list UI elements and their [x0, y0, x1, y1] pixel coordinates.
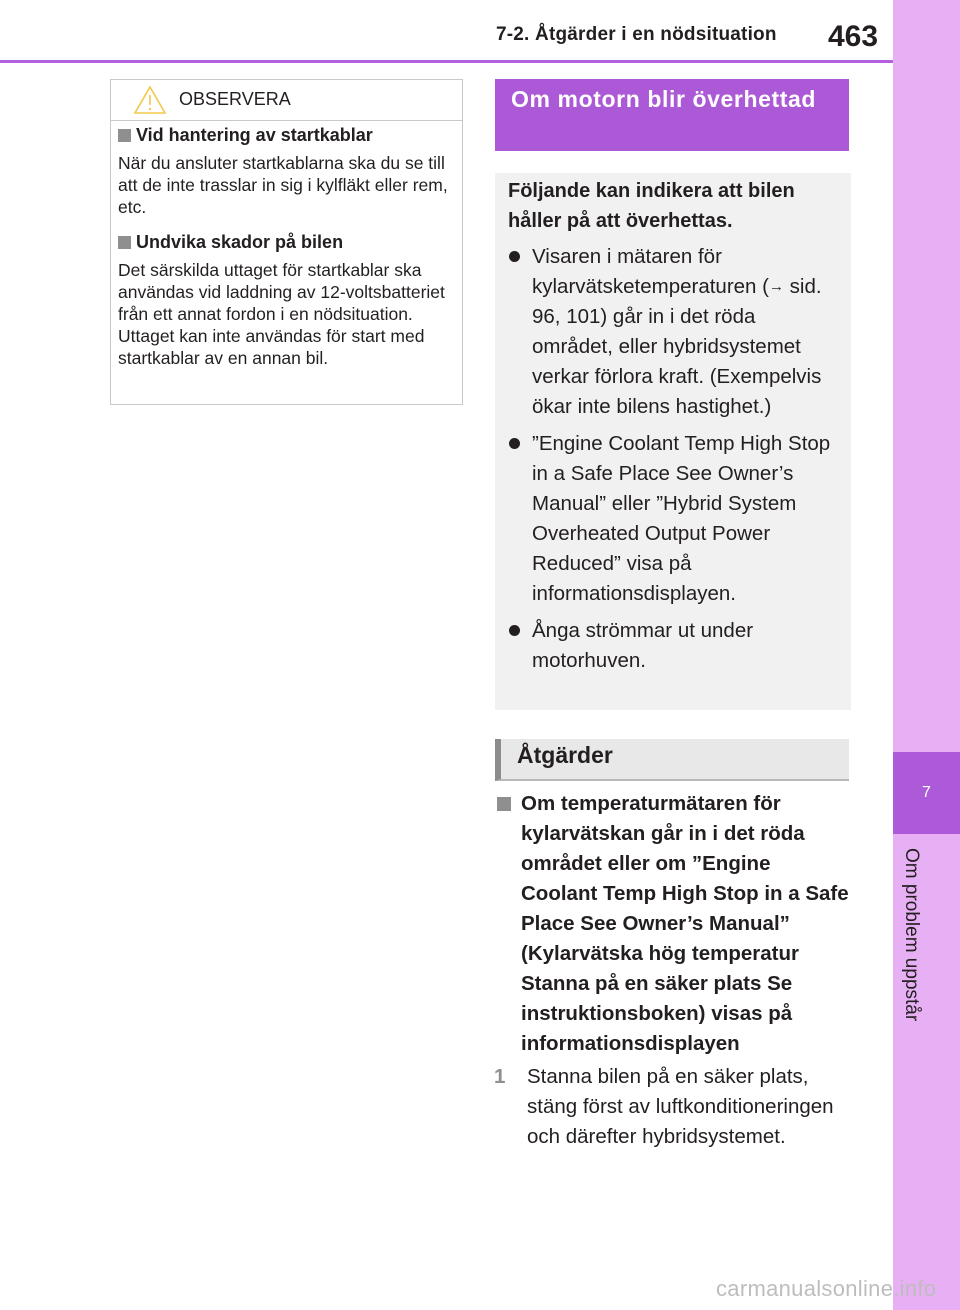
- list-item: [508, 242, 837, 422]
- bullet-text: ”Engine Coolant Temp High Stop in a Safe Place See Owner’s Manual” eller ”Hybrid System Overheated Output Power Reduced” visa på informationsdisplayen.: [532, 432, 831, 605]
- bullet-text-part: Visaren i mätaren för kylarvätsketemperaturen (: [532, 245, 769, 298]
- list-item: [508, 616, 837, 676]
- header-rule: [0, 60, 893, 63]
- caution-header: [111, 80, 462, 121]
- caution-text-jumper-cables: När du ansluter startkablarna ska du se till att de inte trasslar in sig i kylfläkt eller rem, etc.: [118, 153, 448, 217]
- caution-heading-avoid-damage: [118, 232, 455, 253]
- step-text: Stanna bilen på en säker plats, stäng först av luftkonditioneringen och därefter hybridsystemet.: [527, 1065, 834, 1148]
- caution-box: [110, 79, 463, 405]
- measures-header: Åtgärder: [495, 739, 849, 781]
- warning-triangle-icon: [133, 85, 167, 115]
- chapter-number: 7: [893, 752, 960, 834]
- measures-subheading: [497, 789, 849, 1059]
- square-bullet-icon: [497, 797, 511, 811]
- chapter-title: Om problem uppstår: [901, 848, 922, 1022]
- bullet-dot-icon: [509, 438, 520, 449]
- overheat-banner: Om motorn blir överhettad: [495, 79, 849, 151]
- bullet-dot-icon: [509, 251, 520, 262]
- page-reference-arrow-icon: →: [768, 278, 784, 295]
- caution-text-avoid-damage: Det särskilda uttaget för startkablar ska användas vid laddning av 12-voltsbatteriet från ett annat fordon i en nödsituation. Uttaget kan inte användas för start med startkablar av en annan bil.: [118, 260, 445, 368]
- caution-heading-text: Undvika skador på bilen: [136, 232, 344, 252]
- overheat-info-box: [495, 173, 851, 710]
- caution-heading-text: Vid hantering av startkablar: [136, 125, 373, 145]
- list-item: [508, 429, 837, 609]
- bullet-text: Ånga strömmar ut under motorhuven.: [532, 619, 754, 672]
- caution-label: OBSERVERA: [179, 89, 291, 109]
- step-number: 1: [494, 1065, 506, 1088]
- page-number: 463: [828, 20, 879, 53]
- section-title: 7-2. Åtgärder i en nödsituation: [496, 24, 777, 45]
- caution-body: [111, 121, 462, 369]
- step-item: [494, 1062, 850, 1152]
- chapter-side-tab: [893, 0, 960, 1310]
- bullet-dot-icon: [509, 625, 520, 636]
- square-bullet-icon: [118, 129, 131, 142]
- overheat-intro: Följande kan indikera att bilen håller på att överhettas.: [508, 180, 795, 232]
- square-bullet-icon: [118, 236, 131, 249]
- measures-subheading-text: Om temperaturmätaren för kylarvätskan går in i det röda området eller om ”Engine Coolant Temp High Stop in a Safe Place See Owner’s Manual” (Kylarvätska hög temperatur Stanna på en säker plats Se instruktionsboken) visas på informationsdisplayen: [521, 792, 849, 1055]
- caution-heading-jumper-cables: [118, 125, 455, 146]
- watermark: carmanualsonline.info: [716, 1276, 937, 1301]
- bullet-text-part: sid. 96, 101) går in i det röda området, eller hybridsystemet verkar förlora kraft. (Exempelvis ökar inte bilens hastighet.): [532, 275, 822, 418]
- bullet-text: [532, 245, 822, 418]
